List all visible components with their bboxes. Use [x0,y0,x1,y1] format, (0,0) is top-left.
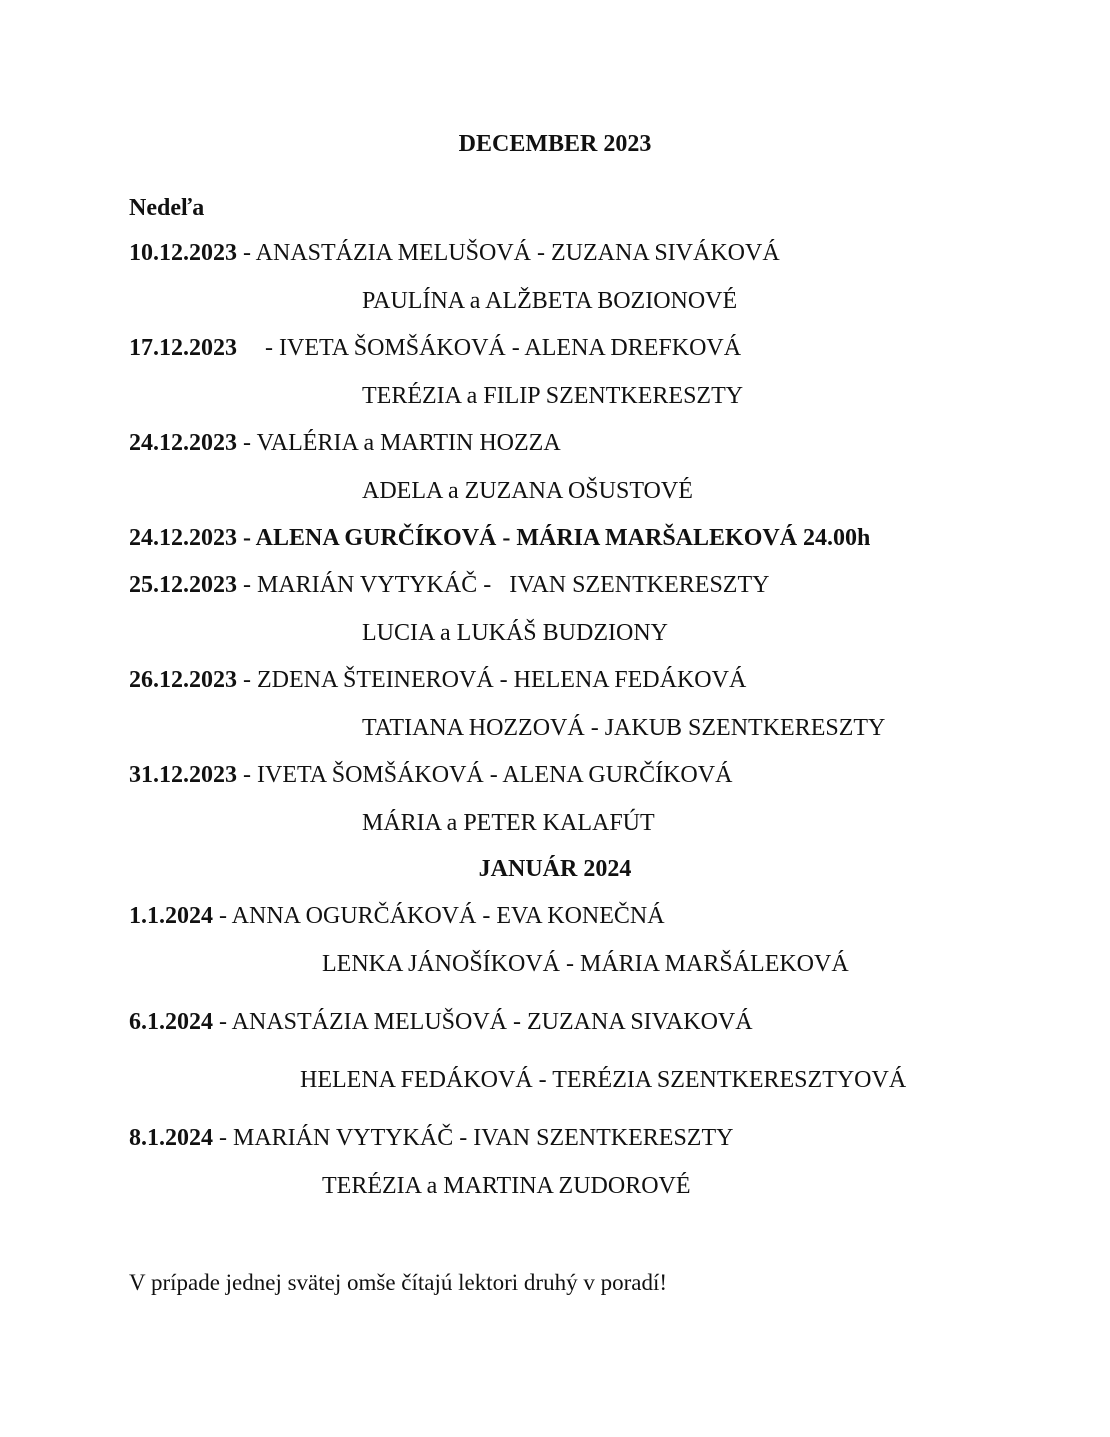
page-title: DECEMBER 2023 [458,131,652,157]
schedule-row-second-readers: LENKA JÁNOŠÍKOVÁ - MÁRIA MARŠÁLEKOVÁ [322,951,849,977]
date: 6.1.2024 [129,1009,213,1035]
date: 8.1.2024 [129,1125,213,1151]
schedule-row-second-readers: TERÉZIA a MARTINA ZUDOROVÉ [322,1173,691,1199]
schedule-row-second-readers: TATIANA HOZZOVÁ - JAKUB SZENTKERESZTY [362,715,886,741]
separator: - [213,1009,232,1035]
separator: - [237,430,257,456]
readers: ALENA GURČÍKOVÁ - MÁRIA MARŠALEKOVÁ 24.00h [255,525,871,551]
schedule-row [129,1007,753,1037]
readers: ZDENA ŠTEINEROVÁ - HELENA FEDÁKOVÁ [257,667,747,693]
separator: - [213,1125,233,1151]
separator: - [259,335,279,361]
schedule-row-second-readers: ADELA a ZUZANA OŠUSTOVÉ [362,478,693,504]
readers: MARIÁN VYTYKÁČ - IVAN SZENTKERESZTY [257,572,770,598]
schedule-row [129,901,665,931]
section-title-january: JANUÁR 2024 [478,856,632,882]
date: 17.12.2023 [129,335,237,361]
schedule-row [129,570,769,600]
separator: - [237,572,257,598]
readers: IVETA ŠOMŠÁKOVÁ - ALENA GURČÍKOVÁ [257,762,733,788]
separator: - [237,762,257,788]
date: 25.12.2023 [129,572,237,598]
date: 24.12.2023 [129,430,237,456]
readers: IVETA ŠOMŠÁKOVÁ - ALENA DREFKOVÁ [279,335,742,361]
separator: - [237,525,256,551]
schedule-row-second-readers: MÁRIA a PETER KALAFÚT [362,810,655,836]
schedule-row-second-readers: HELENA FEDÁKOVÁ - TERÉZIA SZENTKERESZTYOVÁ [300,1067,907,1093]
day-label: Nedeľa [129,195,205,221]
schedule-row [129,760,732,790]
separator: - [237,667,257,693]
schedule-row-second-readers: PAULÍNA a ALŽBETA BOZIONOVÉ [362,288,738,314]
schedule-row [129,428,561,458]
separator: - [237,240,256,266]
readers: ANASTÁZIA MELUŠOVÁ - ZUZANA SIVAKOVÁ [231,1009,753,1035]
schedule-row-second-readers: LUCIA a LUKÁŠ BUDZIONY [362,620,668,646]
readers: VALÉRIA a MARTIN HOZZA [256,430,561,456]
schedule-row-midnight [129,523,870,553]
separator: - [213,903,232,929]
schedule-row [129,333,741,363]
date: 24.12.2023 [129,525,237,551]
date: 31.12.2023 [129,762,237,788]
schedule-row [129,238,780,268]
date: 10.12.2023 [129,240,237,266]
date: 1.1.2024 [129,903,213,929]
readers: ANASTÁZIA MELUŠOVÁ - ZUZANA SIVÁKOVÁ [255,240,780,266]
readers: ANNA OGURČÁKOVÁ - EVA KONEČNÁ [231,903,665,929]
date: 26.12.2023 [129,667,237,693]
footer-note: V prípade jednej svätej omše čítajú lektori druhý v poradí! [129,1270,668,1295]
schedule-row [129,1123,733,1153]
schedule-row-second-readers: TERÉZIA a FILIP SZENTKERESZTY [362,383,744,409]
schedule-row [129,665,746,695]
readers: MARIÁN VYTYKÁČ - IVAN SZENTKERESZTY [233,1125,734,1151]
